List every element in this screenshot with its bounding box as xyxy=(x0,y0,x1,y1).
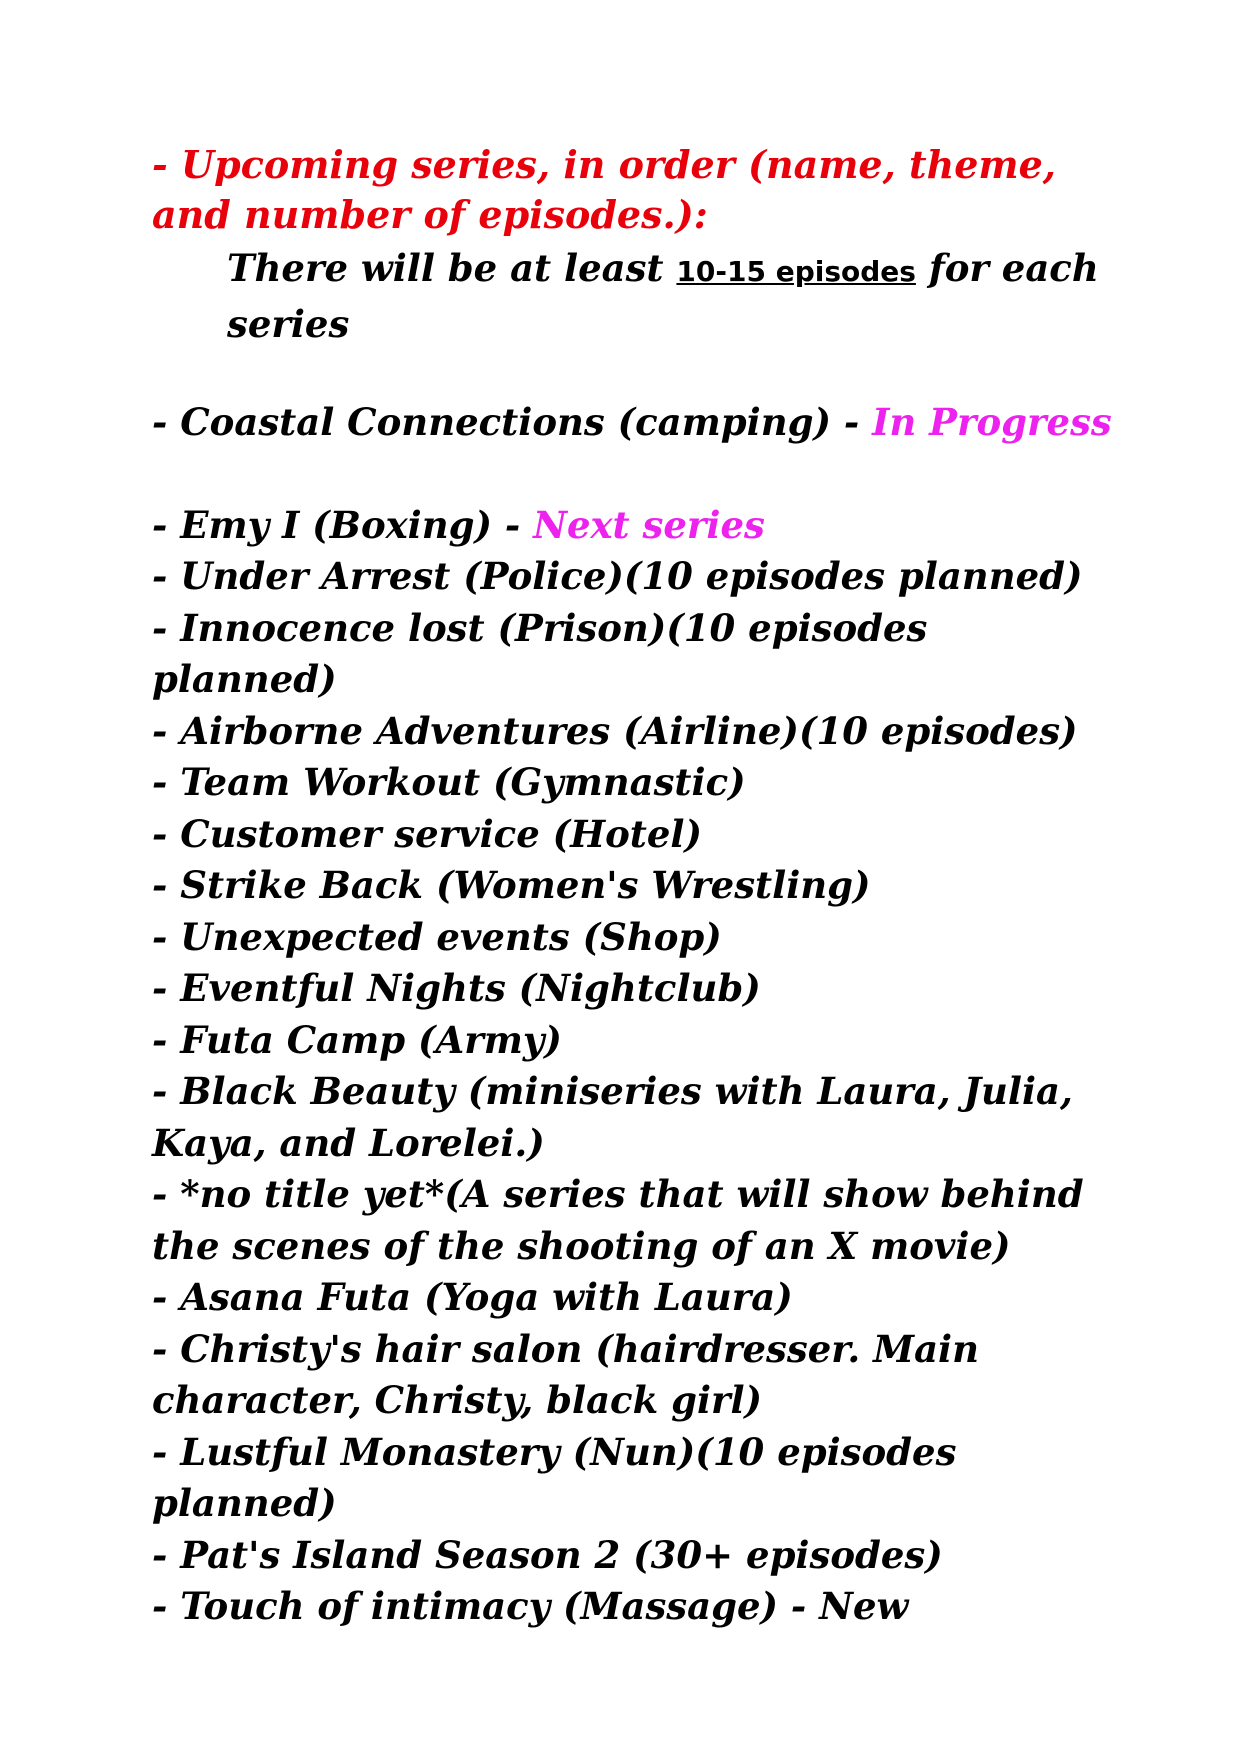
current-series-line xyxy=(152,397,1112,449)
list-item: - Eventful Nights (Nightclub) xyxy=(152,966,761,1010)
list-item: - Customer service (Hotel) xyxy=(152,811,702,856)
list-item: - Innocence lost (Prison)(10 episodes planned) xyxy=(152,605,928,701)
list-item: - Pat's Island Season 2 (30+ episodes) xyxy=(152,1532,943,1577)
list-item: - Team Workout (Gymnastic) xyxy=(152,760,746,804)
list-item: - Touch of intimacy (Massage) - New xyxy=(152,1584,909,1628)
note-text-after: for each series xyxy=(227,246,1099,346)
list-item: - Lustful Monastery (Nun)(10 episodes planned) xyxy=(152,1429,957,1525)
section-heading: - Upcoming series, in order (name, theme, and number of episodes.): xyxy=(152,142,1057,237)
list-item: - Unexpected events (Shop) xyxy=(152,914,722,959)
next-series-line xyxy=(152,500,1112,552)
current-series-text: - Coastal Connections (camping) - xyxy=(152,400,873,444)
list-item: - Asana Futa (Yoga with Laura) xyxy=(152,1275,793,1319)
note-emphasis: 10-15 episodes xyxy=(676,255,916,288)
current-series-status: In Progress xyxy=(872,400,1112,444)
list-item: - Futa Camp (Army) xyxy=(152,1017,562,1062)
list-item: - *no title yet*(A series that will show behind the scenes of the shooting of an X movie) xyxy=(152,1172,1084,1268)
list-item: - Strike Back (Women's Wrestling) xyxy=(152,863,871,907)
list-item: - Airborne Adventures (Airline)(10 episodes) xyxy=(152,708,1078,753)
episode-note xyxy=(227,242,1112,350)
list-item: - Black Beauty (miniseries with Laura, Julia, Kaya, and Lorelei.) xyxy=(152,1069,1073,1165)
next-series-text: - Emy I (Boxing) - xyxy=(152,502,534,547)
document-page xyxy=(152,140,1112,1633)
series-list xyxy=(152,551,1112,1633)
list-item: - Under Arrest (Police)(10 episodes planned) xyxy=(152,554,1083,598)
list-item: - Christy's hair salon (hairdresser. Main character, Christy, black girl) xyxy=(152,1326,980,1422)
next-series-status: Next series xyxy=(533,502,765,547)
note-text-before: There will be at least xyxy=(227,246,677,290)
